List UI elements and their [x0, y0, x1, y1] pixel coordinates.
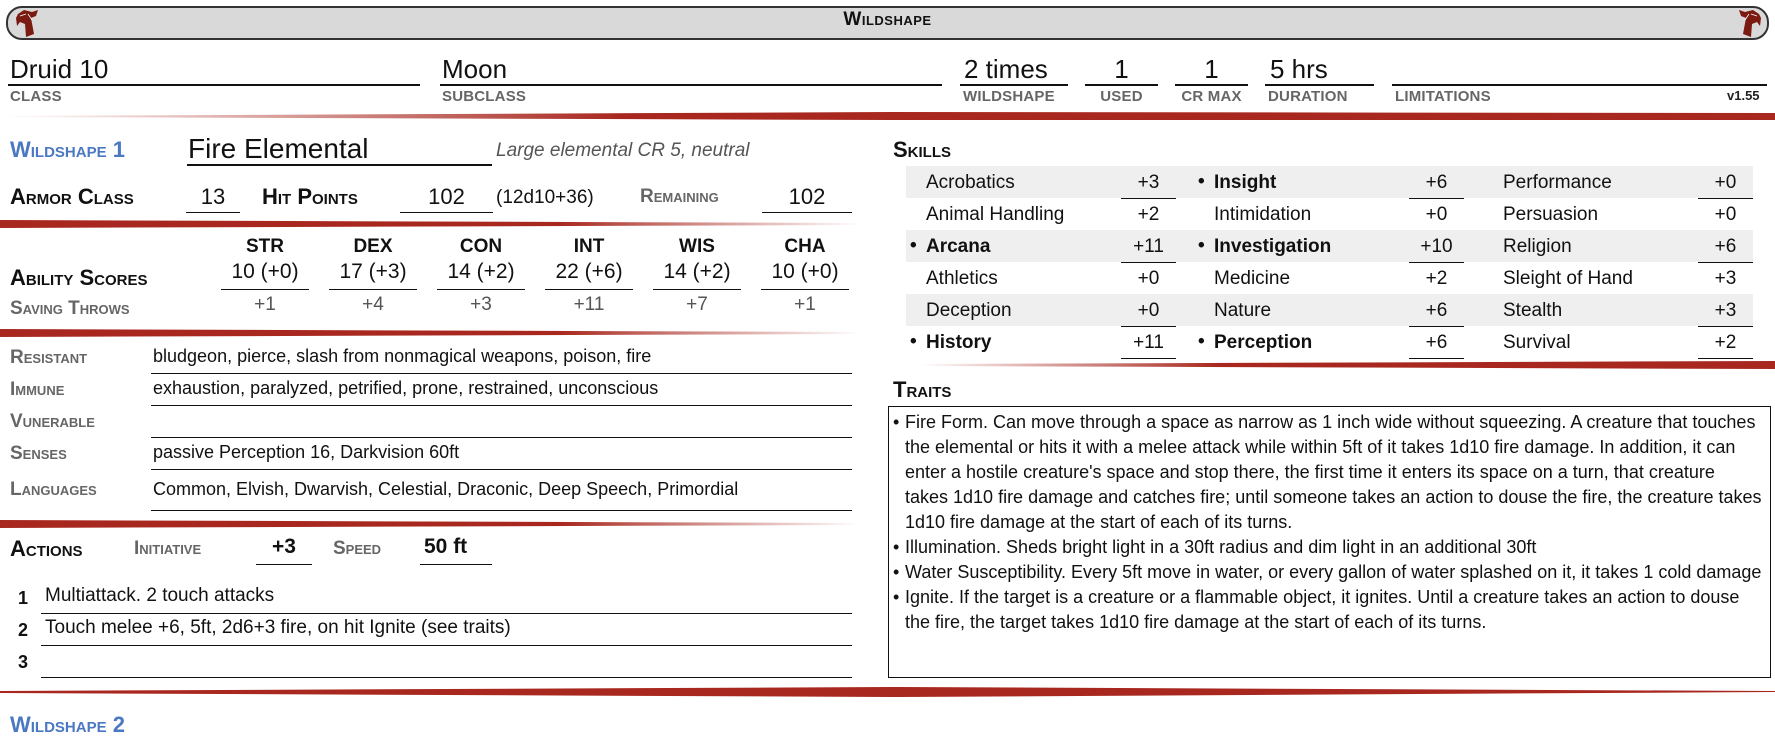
- skill-value[interactable]: +3: [1698, 300, 1753, 327]
- ability-con: [437, 236, 525, 316]
- skill-value[interactable]: +0: [1698, 172, 1753, 199]
- skill-animal-handling: Animal Handling: [926, 204, 1065, 225]
- skill-survival: Survival: [1503, 332, 1571, 353]
- actions-label: Actions: [10, 536, 83, 561]
- actions-list: [0, 583, 860, 679]
- ability-name: CON: [459, 236, 503, 257]
- senses-field[interactable]: passive Perception 16, Darkvision 60ft: [151, 442, 852, 470]
- subclass-underline: [440, 84, 942, 86]
- wildshape-1-heading: Wildshape 1: [10, 137, 125, 162]
- subclass-label: SUBCLASS: [442, 88, 527, 105]
- defense-row-senses: [0, 440, 860, 474]
- version-label: v1.55: [1727, 88, 1760, 103]
- skill-value[interactable]: +3: [1121, 172, 1176, 199]
- ability-dex: [329, 236, 417, 316]
- ability-score-field[interactable]: 14 (+2): [653, 258, 741, 290]
- saving-throw-value: +3: [470, 294, 492, 315]
- action-row: [0, 615, 860, 647]
- action-number: 2: [18, 620, 29, 640]
- ability-score-field[interactable]: 10 (+0): [221, 258, 309, 290]
- initiative-label: Initiative: [134, 538, 202, 559]
- action-row: [0, 647, 860, 679]
- section-divider: [0, 219, 860, 229]
- vulnerable-label: Vunerable: [10, 411, 95, 432]
- cr-max-label: CR MAX: [1181, 88, 1242, 105]
- section-divider: [920, 360, 1775, 370]
- armor-class-label: Armor Class: [10, 184, 134, 209]
- section-divider: [0, 111, 1775, 121]
- skill-stealth: Stealth: [1503, 300, 1563, 321]
- ability-score-field[interactable]: 10 (+0): [761, 258, 849, 290]
- proficiency-dot-icon: •: [1198, 235, 1205, 256]
- duration-field[interactable]: 5 hrs: [1270, 54, 1328, 84]
- skill-row: [906, 326, 1753, 358]
- wildshape-label: WILDSHAPE: [963, 88, 1055, 105]
- action-field[interactable]: Multiattack. 2 touch attacks: [41, 585, 852, 614]
- skill-intimidation: Intimidation: [1214, 204, 1312, 225]
- hit-dice: (12d10+36): [496, 187, 594, 208]
- subclass-field[interactable]: Moon: [442, 54, 508, 84]
- trait-item: • Illumination. Sheds bright light in a 30ft radius and dim light in an additional 30ft: [893, 535, 1762, 560]
- traits-label: Traits: [893, 377, 952, 402]
- initiative-field[interactable]: +3: [256, 535, 312, 565]
- wildshape-underline: [960, 84, 1068, 86]
- action-number: 3: [18, 652, 29, 672]
- skill-performance: Performance: [1503, 172, 1612, 193]
- action-number: 1: [18, 588, 29, 608]
- skill-row: [906, 166, 1753, 198]
- cr-max-field[interactable]: 1: [1204, 54, 1219, 84]
- defense-row-immune: [0, 376, 860, 408]
- hit-points-field[interactable]: 102: [400, 184, 493, 213]
- proficiency-dot-icon: •: [910, 331, 917, 352]
- ability-str: [221, 236, 309, 316]
- used-field[interactable]: 1: [1114, 54, 1129, 84]
- skill-row: [906, 294, 1753, 326]
- skill-acrobatics: Acrobatics: [926, 172, 1015, 193]
- speed-label: Speed: [333, 538, 382, 559]
- druid-emblem-icon: [14, 8, 40, 38]
- skill-row: [906, 198, 1753, 230]
- speed-field[interactable]: 50 ft: [420, 535, 492, 565]
- languages-field[interactable]: Common, Elvish, Dwarvish, Celestial, Draconic, Deep Speech, Primordial: [151, 479, 852, 511]
- traits-textarea[interactable]: [888, 406, 1771, 678]
- skills-table: [906, 166, 1753, 358]
- limitations-underline: [1392, 84, 1767, 86]
- ability-wis: [653, 236, 741, 316]
- hit-points-label: Hit Points: [262, 184, 358, 209]
- used-underline: [1085, 84, 1158, 86]
- proficiency-dot-icon: •: [1198, 171, 1205, 192]
- defenses: [0, 344, 860, 514]
- ability-score-field[interactable]: 17 (+3): [329, 258, 417, 290]
- ability-int: [545, 236, 633, 316]
- languages-label: Languages: [10, 479, 97, 500]
- class-field[interactable]: Druid 10: [10, 54, 109, 84]
- wildshape-2-heading: Wildshape 2: [10, 712, 125, 737]
- skills-label: Skills: [893, 137, 952, 162]
- used-label: USED: [1100, 88, 1143, 105]
- ability-name: INT: [573, 236, 605, 257]
- defense-row-resistant: [0, 344, 860, 376]
- cr-max-underline: [1175, 84, 1248, 86]
- skill-value[interactable]: +6: [1409, 332, 1464, 359]
- defense-row-vulnerable: [0, 408, 860, 440]
- action-field[interactable]: Touch melee +6, 5ft, 2d6+3 fire, on hit Ignite (see traits): [41, 617, 852, 646]
- ability-cha: [761, 236, 849, 316]
- duration-label: DURATION: [1268, 88, 1348, 105]
- trait-item: • Fire Form. Can move through a space as narrow as 1 inch wide without squeezing. A creature that touches the elemental or hits it with a melee attack while within 5ft of it takes 1d10 fire damage. In addition, it can enter a hostile creature's space and stop there, the first time it enters its space on a turn, that creature takes 1d10 fire damage and catches fire; until someone takes an action to douse the fire, the creature takes 1d10 fire damage at the start of each of its turns.: [893, 410, 1762, 535]
- skill-value[interactable]: +0: [1409, 204, 1464, 231]
- skill-value[interactable]: +2: [1409, 268, 1464, 295]
- action-field[interactable]: [41, 649, 852, 678]
- senses-label: Senses: [10, 443, 67, 464]
- skill-value[interactable]: +0: [1121, 300, 1176, 327]
- ability-scores: [0, 236, 860, 326]
- immune-field[interactable]: exhaustion, paralyzed, petrified, prone, restrained, unconscious: [151, 378, 852, 406]
- skill-deception: Deception: [926, 300, 1012, 321]
- defense-row-languages: [0, 474, 860, 514]
- skill-value[interactable]: +0: [1121, 268, 1176, 295]
- ability-score-field[interactable]: 14 (+2): [437, 258, 525, 290]
- trait-item: • Ignite. If the target is a creature or a flammable object, it ignites. Until a creature takes an action to douse the fire, the target takes 1d10 fire damage at the start of each of its turns.: [893, 585, 1762, 635]
- section-divider: [0, 328, 860, 338]
- ability-score-field[interactable]: 22 (+6): [545, 258, 633, 290]
- druid-emblem-icon: [1737, 8, 1763, 38]
- action-row: [0, 583, 860, 615]
- trait-item: • Water Susceptibility. Every 5ft move in water, or every gallon of water splashed on it, it takes 1 cold damage: [893, 560, 1762, 585]
- immune-label: Immune: [10, 379, 65, 400]
- remaining-label: Remaining: [640, 186, 719, 207]
- skill-athletics: Athletics: [926, 268, 998, 289]
- section-divider: [0, 519, 860, 529]
- skill-arcana: Arcana: [926, 236, 991, 257]
- saving-throw-value: +7: [686, 294, 708, 315]
- ability-name: DEX: [353, 236, 393, 257]
- skill-value[interactable]: +3: [1698, 268, 1753, 295]
- saving-throws-label: Saving Throws: [10, 298, 130, 319]
- skill-value[interactable]: +2: [1121, 204, 1176, 231]
- resistant-label: Resistant: [10, 347, 88, 368]
- wildshape-uses-field[interactable]: 2 times: [964, 54, 1048, 84]
- limitations-label: LIMITATIONS: [1395, 88, 1491, 105]
- skill-persuasion: Persuasion: [1503, 204, 1599, 225]
- skill-value[interactable]: +2: [1698, 332, 1753, 359]
- skill-investigation: Investigation: [1214, 236, 1332, 257]
- saving-throw-value: +11: [573, 294, 605, 315]
- proficiency-dot-icon: •: [910, 235, 917, 256]
- skill-history: History: [926, 332, 992, 353]
- skill-insight: Insight: [1214, 172, 1277, 193]
- skill-religion: Religion: [1503, 236, 1572, 257]
- skill-value[interactable]: +11: [1121, 236, 1176, 263]
- class-label: CLASS: [10, 88, 62, 105]
- page-title: Wildshape: [843, 9, 932, 30]
- skill-nature: Nature: [1214, 300, 1272, 321]
- skill-sleight-of-hand: Sleight of Hand: [1503, 268, 1633, 289]
- remaining-hp-field[interactable]: 102: [762, 184, 852, 213]
- saving-throw-value: +1: [254, 294, 276, 315]
- skill-medicine: Medicine: [1214, 268, 1291, 289]
- class-underline: [8, 84, 420, 86]
- vulnerable-field[interactable]: [151, 410, 852, 438]
- creature-name-field[interactable]: Fire Elemental: [188, 133, 369, 164]
- saving-throw-value: +4: [362, 294, 384, 315]
- skill-value[interactable]: +10: [1409, 236, 1464, 263]
- skill-value[interactable]: +0: [1698, 204, 1753, 231]
- armor-class-field[interactable]: 13: [186, 184, 240, 213]
- skill-perception: Perception: [1214, 332, 1313, 353]
- creature-name-underline: [187, 164, 492, 166]
- creature-description: Large elemental CR 5, neutral: [496, 140, 750, 161]
- ability-name: WIS: [679, 236, 715, 257]
- ability-name: STR: [246, 236, 284, 257]
- skill-value[interactable]: +11: [1121, 332, 1176, 359]
- skill-value[interactable]: +6: [1698, 236, 1753, 263]
- ability-scores-label: Ability Scores: [10, 265, 148, 290]
- skill-row: [906, 230, 1753, 262]
- section-divider: [0, 686, 1775, 698]
- ability-name: CHA: [784, 236, 826, 257]
- skill-row: [906, 262, 1753, 294]
- proficiency-dot-icon: •: [1198, 331, 1205, 352]
- duration-underline: [1265, 84, 1374, 86]
- resistant-field[interactable]: bludgeon, pierce, slash from nonmagical weapons, poison, fire: [151, 346, 852, 374]
- skill-value[interactable]: +6: [1409, 300, 1464, 327]
- skill-value[interactable]: +6: [1409, 172, 1464, 199]
- saving-throw-value: +1: [794, 294, 816, 315]
